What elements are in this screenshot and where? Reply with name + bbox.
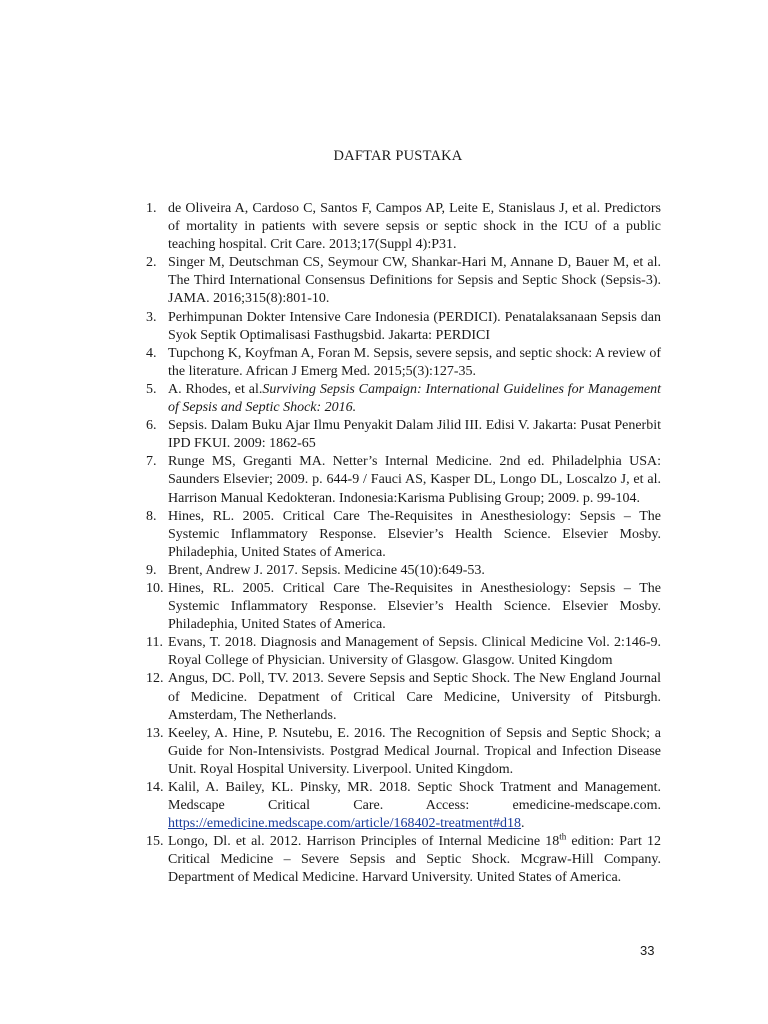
reference-item [146, 580, 661, 634]
reference-number: 10. [146, 580, 164, 596]
reference-item [146, 725, 661, 779]
reference-item [146, 200, 661, 254]
reference-text: Angus, DC. Poll, TV. 2013. Severe Sepsis and Septic Shock. The New England Journal of Medicine. Depatment of Critical Care Medicine, University of Pitsburgh. Amsterdam, The Netherlands. [168, 671, 661, 723]
reference-text-continued: edition: Part 12 Critical Medicine – Severe Sepsis and Septic Shock. Mcgraw-Hill Company. Department of Medical Medicine. Harvard University. United States of America. [168, 834, 661, 886]
reference-number: 2. [146, 255, 157, 271]
reference-text: Perhimpunan Dokter Intensive Care Indonesia (PERDICI). Penatalaksanaan Sepsis dan Syok Septik Optimalisasi Fasthugsbid. Jakarta: PERDICI [168, 309, 661, 343]
reference-number: 12. [146, 671, 164, 687]
reference-number: 11. [146, 635, 163, 651]
reference-number: 14. [146, 780, 164, 795]
reference-item [146, 634, 661, 670]
reference-title-italic: Surviving Sepsis Campaign: International Guidelines for Management of Sepsis and Septic Shock: 2016. [168, 381, 661, 416]
reference-number: 15. [146, 834, 164, 850]
reference-item [146, 345, 661, 381]
reference-item [146, 562, 661, 580]
page-number: 33 [640, 943, 655, 958]
reference-text: Runge MS, Greganti MA. Netter’s Internal Medicine. 2nd ed. Philadelphia USA: Saunders Elsevier; 2009. p. 644-9 / Fauci AS, Kasper DL, Longo DL, Loscalzo J, et al. Harrison Manual Kedokteran. Indonesia:Karisma Publising Group; 2009. p. 99-104. [168, 454, 661, 506]
reference-number: 8. [146, 508, 157, 524]
reference-text: Longo, Dl. et al. 2012. Harrison Principles of Internal Medicine 18 [168, 834, 560, 850]
reference-text: de Oliveira A, Cardoso C, Santos F, Campos AP, Leite E, Stanislaus J, et al. Predictors of mortality in patients with severe sepsis or septic shock in the ICU of a public teaching hospital. Crit Care. 2013;17(Suppl 4):P31. [168, 201, 661, 253]
reference-number: 4. [146, 345, 157, 361]
reference-item [146, 508, 661, 562]
reference-text: Evans, T. 2018. Diagnosis and Management of Sepsis. Clinical Medicine Vol. 2:146-9. Royal College of Physician. University of Glasgow. Glasgow. United Kingdom [168, 635, 661, 669]
reference-item [146, 381, 661, 417]
reference-item [146, 453, 661, 507]
reference-number: 13. [146, 725, 164, 741]
reference-item [146, 779, 661, 833]
reference-number: 9. [146, 562, 157, 578]
reference-item [146, 417, 661, 453]
reference-link[interactable]: https://emedicine.medscape.com/article/168402-treatment#d18 [168, 816, 521, 832]
reference-text: Keeley, A. Hine, P. Nsutebu, E. 2016. The Recognition of Sepsis and Septic Shock; a Guide for Non-Intensivists. Postgrad Medical Journal. Tropical and Infection Disease Unit. Royal Hospital University. Liverpool. United Kingdom. [168, 725, 661, 777]
reference-number: 7. [146, 454, 157, 470]
reference-text: Hines, RL. 2005. Critical Care The-Requisites in Anesthesiology: Sepsis – The Systemic Inflammatory Response. Elsevier’s Health Science. Elsevier Mosby. Philadephia, United States of America. [168, 580, 661, 633]
page-title: DAFTAR PUSTAKA [333, 148, 463, 164]
reference-number: 5. [146, 381, 157, 397]
reference-text: Singer M, Deutschman CS, Seymour CW, Shankar-Hari M, Annane D, Bauer M, et al. The Third International Consensus Definitions for Sepsis and Septic Shock (Sepsis-3). JAMA. 2016;315(8):801-10. [168, 255, 661, 307]
reference-item [146, 309, 661, 345]
reference-text: Sepsis. Dalam Buku Ajar Ilmu Penyakit Dalam Jilid III. Edisi V. Jakarta: Pusat Penerbit IPD FKUI. 2009: 1862-65 [168, 418, 661, 452]
reference-text: Brent, Andrew J. 2017. Sepsis. Medicine 45(10):649-53. [168, 562, 485, 578]
reference-item [146, 670, 661, 724]
reference-number: 6. [146, 418, 157, 434]
reference-list [146, 200, 661, 888]
reference-text: A. Rhodes, et al. [168, 381, 263, 397]
reference-item [146, 833, 661, 887]
reference-link-suffix: . [521, 816, 525, 832]
reference-item [146, 254, 661, 308]
reference-number: 1. [146, 201, 157, 216]
reference-text: Tupchong K, Koyfman A, Foran M. Sepsis, severe sepsis, and septic shock: A review of the literature. African J Emerg Med. 2015;5(3):127-35. [168, 345, 661, 379]
reference-text: Kalil, A. Bailey, KL. Pinsky, MR. 2018. Septic Shock Tratment and Management. Medscape Critical Care. Access: emedicine-medscape.com. [168, 780, 661, 814]
reference-number: 3. [146, 309, 157, 325]
superscript: th [559, 831, 567, 842]
reference-text: Hines, RL. 2005. Critical Care The-Requisites in Anesthesiology: Sepsis – The Systemic Inflammatory Response. Elsevier’s Health Science. Elsevier Mosby. Philadephia, United States of America. [168, 508, 661, 560]
